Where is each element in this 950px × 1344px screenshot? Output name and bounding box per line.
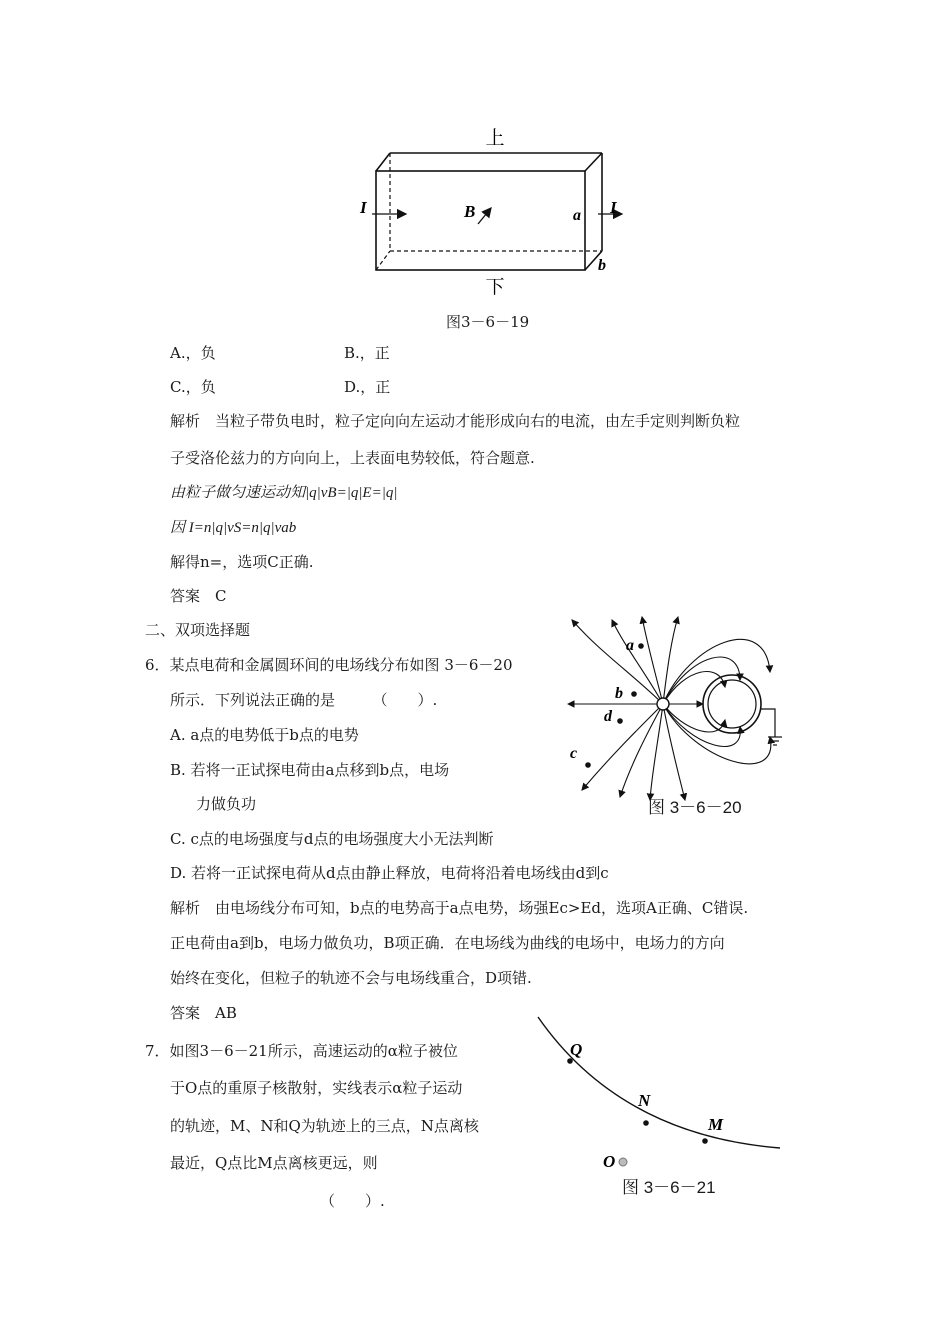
label-bottom: 下 — [485, 277, 505, 298]
figure-caption-21: 图 3－6－21 — [622, 1178, 716, 1197]
q5-analysis-line4: 因 I=n|q|vS=n|q|vab — [170, 520, 297, 536]
label-a: a — [573, 207, 581, 224]
q6-answer: 答案 AB — [170, 1004, 237, 1022]
q5-analysis-line3: 由粒子做匀速运动知|q|vB=|q|E=|q| — [170, 485, 398, 501]
fig20-label-a: a — [626, 637, 634, 654]
q6-stem-line1: 6．某点电荷和金属圆环间的电场线分布如图 3－6－20 — [145, 656, 513, 674]
q7-stem-line3: 的轨迹，M、N和Q为轨迹上的三点，N点离核 — [170, 1117, 479, 1135]
section-heading: 二、双项选择题 — [145, 621, 251, 639]
q7-answer-paren: （ ）. — [320, 1192, 385, 1210]
q5-analysis-line1: 解析 当粒子带负电时，粒子定向向左运动才能形成向右的电流，由左手定则判断负粒 — [170, 412, 741, 430]
figure-caption-20: 图 3－6－20 — [648, 798, 742, 817]
q5-option-d: D.，正 — [344, 378, 391, 396]
q6-analysis-line3: 始终在变化，但粒子的轨迹不会与电场线重合，D项错. — [170, 969, 532, 987]
fig20-label-d: d — [604, 708, 612, 725]
label-top: 上 — [485, 128, 505, 149]
q6-analysis-line1: 解析 由电场线分布可知，b点的电势高于a点电势，场强Ec>Ed，选项A正确、C错误. — [170, 899, 749, 917]
q6-option-c: C. c点的电场强度与d点的电场强度大小无法判断 — [170, 830, 494, 848]
q5-analysis-line5: 解得n=，选项C正确. — [170, 553, 314, 571]
q7-stem-line2: 于O点的重原子核散射，实线表示α粒子运动 — [170, 1079, 463, 1097]
figure-3-6-21 — [530, 1015, 790, 1175]
q5-option-a: A.，负 — [170, 344, 216, 362]
label-B: B — [464, 202, 476, 221]
q6-option-d: D. 若将一正试探电荷从d点由静止释放，电荷将沿着电场线由d到c — [170, 864, 609, 882]
label-I-right: I — [610, 198, 617, 217]
fig20-label-b: b — [615, 685, 623, 702]
q7-stem-line4: 最近，Q点比M点离核更远，则 — [170, 1154, 378, 1172]
q5-option-c: C.，负 — [170, 378, 216, 396]
q6-option-b-line1: B. 若将一正试探电荷由a点移到b点，电场 — [170, 761, 450, 779]
q6-option-b-line2: 力做负功 — [196, 795, 257, 813]
q7-stem-line1: 7．如图3－6－21所示，高速运动的α粒子被位 — [145, 1042, 458, 1060]
figure-3-6-19 — [340, 120, 640, 310]
q5-analysis-line2: 子受洛伦兹力的方向向上，上表面电势较低，符合题意. — [170, 449, 535, 467]
fig21-label-N: N — [638, 1091, 651, 1110]
figure-caption-19: 图3－6－19 — [446, 313, 530, 331]
q5-option-b: B.，正 — [344, 344, 390, 362]
q6-analysis-line2: 正电荷由a到b，电场力做负功，B项正确．在电场线为曲线的电场中，电场力的方向 — [170, 934, 725, 952]
q6-stem-line2: 所示．下列说法正确的是 （ ）. — [170, 691, 438, 709]
label-I-left: I — [360, 198, 367, 217]
fig21-label-Q: Q — [570, 1040, 583, 1059]
figure-3-6-20 — [560, 612, 800, 802]
label-b: b — [598, 257, 606, 274]
fig21-label-O: O — [603, 1152, 616, 1171]
fig21-label-M: M — [708, 1115, 724, 1134]
fig20-label-c: c — [570, 745, 578, 762]
q6-option-a: A. a点的电势低于b点的电势 — [170, 726, 359, 744]
q5-answer: 答案 C — [170, 587, 227, 605]
